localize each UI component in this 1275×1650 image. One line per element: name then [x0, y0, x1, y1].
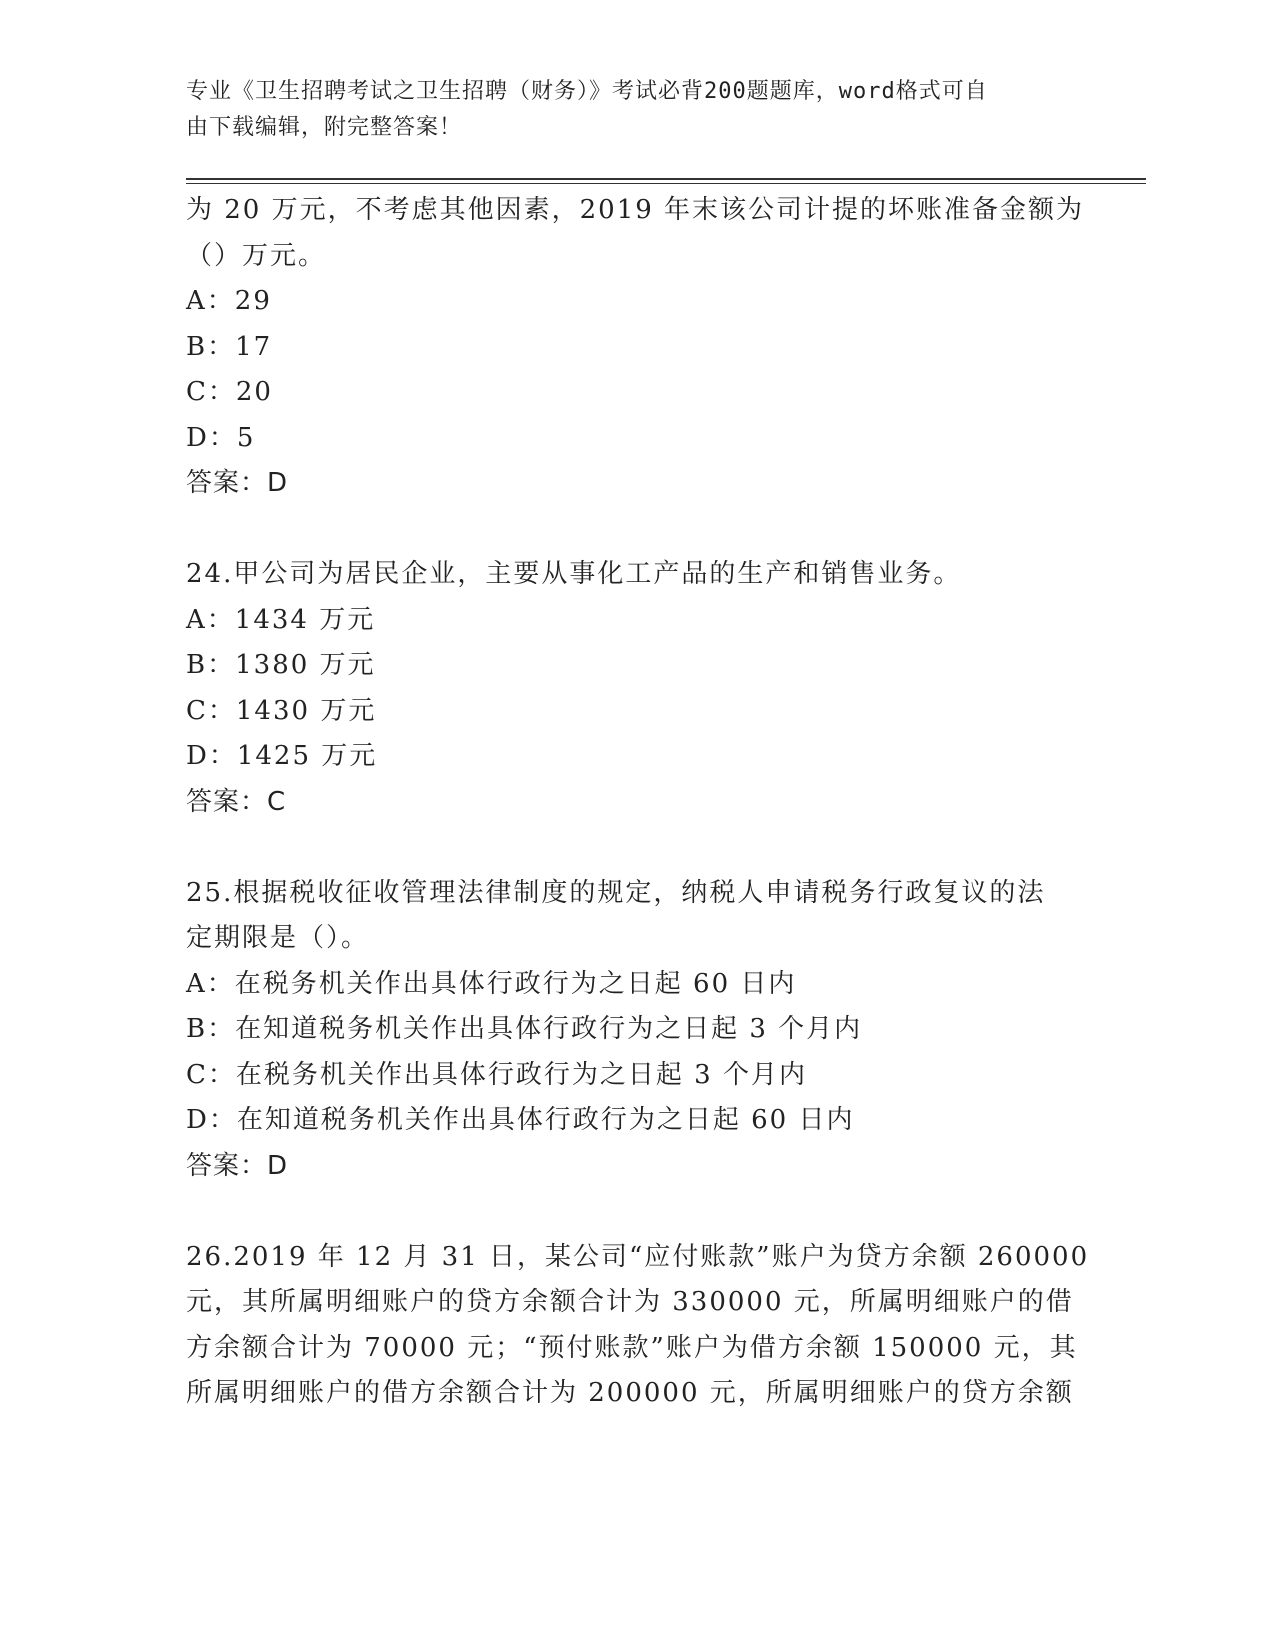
answer-line: 答案：C	[186, 786, 287, 817]
question-stem: 26.2019 年 12 月 31 日，某公司“应付账款”账户为贷方余额 260000	[186, 1241, 1090, 1272]
option-a: A：29	[186, 286, 272, 316]
question-stem: 定期限是（）。	[186, 923, 370, 953]
option-a: A：1434 万元	[186, 604, 376, 635]
question-25	[186, 871, 1066, 1190]
header-rule-thin	[186, 183, 1146, 184]
answer-line: 答案：D	[186, 1150, 289, 1181]
question-stem: 所属明细账户的借方余额合计为 200000 元，所属明细账户的贷方余额	[186, 1378, 1074, 1408]
option-d: D：1425 万元	[186, 741, 378, 771]
option-d: D：5	[186, 422, 256, 453]
spacer	[186, 507, 1066, 553]
spacer	[186, 825, 1066, 871]
question-stem: 24.甲公司为居民企业，主要从事化工产品的生产和销售业务。	[186, 559, 962, 589]
question-stem: 25.根据税收征收管理法律制度的规定，纳税人申请税务行政复议的法	[186, 877, 1046, 908]
option-d: D：在知道税务机关作出具体行政行为之日起 60 日内	[186, 1105, 855, 1135]
option-c: C：1430 万元	[186, 695, 377, 726]
header-line-1: 专业《卫生招聘考试之卫生招聘（财务）》考试必背200题题库，word格式可自	[186, 79, 988, 104]
answer-line: 答案：D	[186, 468, 289, 498]
question-23	[186, 188, 1085, 507]
question-stem: 元，其所属明细账户的贷方余额合计为 330000 元，所属明细账户的借	[186, 1287, 1074, 1317]
document-body	[186, 188, 1090, 1417]
question-stem-continued: （）万元。	[186, 240, 327, 271]
option-b: B：在知道税务机关作出具体行政行为之日起 3 个月内	[186, 1014, 863, 1044]
question-stem-continued: 为 20 万元，不考虑其他因素，2019 年末该公司计提的坏账准备金额为	[186, 195, 1085, 225]
question-stem: 方余额合计为 70000 元；“预付账款”账户为借方余额 150000 元，其	[186, 1332, 1078, 1363]
question-26	[186, 1235, 1090, 1417]
header-line-2: 由下载编辑，附完整答案！	[186, 115, 463, 140]
option-b: B：17	[186, 331, 273, 362]
option-c: C：20	[186, 377, 273, 407]
spacer	[186, 1189, 1066, 1235]
option-b: B：1380 万元	[186, 650, 376, 680]
header-rule-thick	[186, 178, 1146, 180]
page-header	[186, 74, 1066, 146]
question-24	[186, 552, 1066, 825]
option-c: C：在税务机关作出具体行政行为之日起 3 个月内	[186, 1059, 807, 1090]
option-a: A：在税务机关作出具体行政行为之日起 60 日内	[186, 968, 797, 999]
